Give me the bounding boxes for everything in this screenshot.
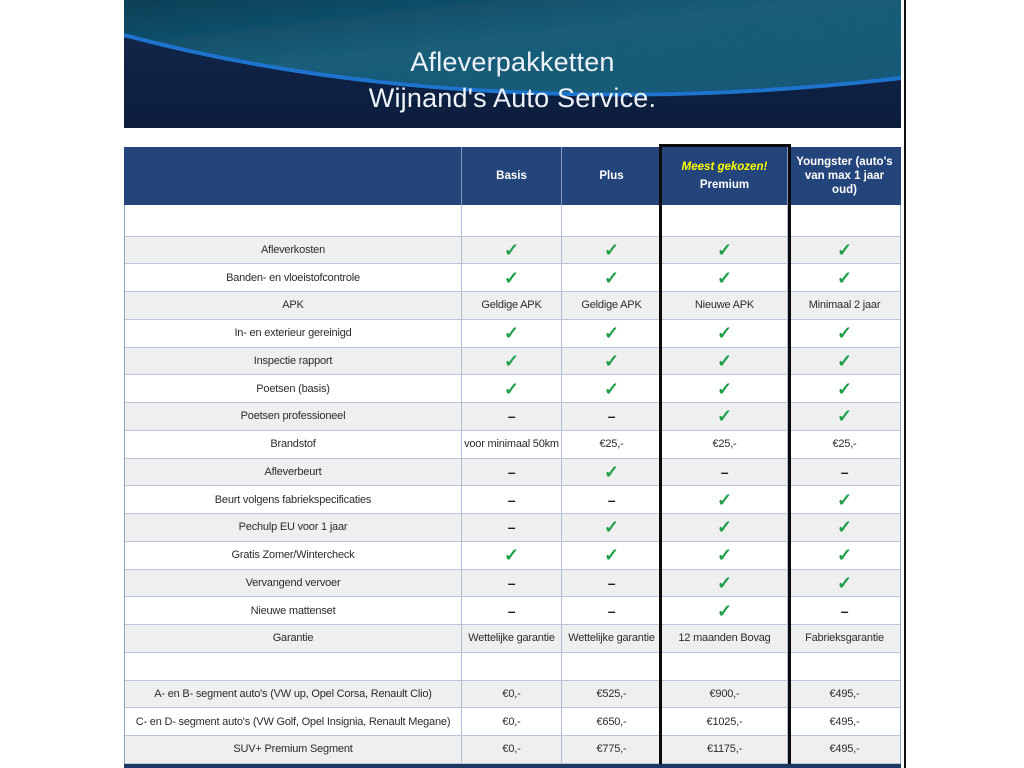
check-icon: ✓: [504, 239, 519, 260]
table-row-empty: [125, 205, 900, 237]
cell-included: [662, 514, 788, 541]
row-label: Brandstof: [125, 431, 462, 458]
cell-not-included: [662, 459, 788, 486]
cell-text: €775,-: [562, 736, 662, 763]
page-title-line1: Afleverpakketten: [410, 47, 615, 77]
cell-not-included: [562, 570, 662, 597]
row-label: Gratis Zomer/Wintercheck: [125, 542, 462, 569]
cell-not-included: [562, 486, 662, 513]
check-icon: ✓: [604, 378, 619, 399]
check-icon: ✓: [717, 600, 732, 621]
cell-not-included: [462, 486, 562, 513]
cell-included: [662, 403, 788, 430]
check-icon: ✓: [604, 545, 619, 566]
cell-text: voor minimaal 50km: [462, 431, 562, 458]
cell-text: Minimaal 2 jaar: [808, 299, 881, 312]
check-icon: ✓: [837, 545, 852, 566]
cell-included: [562, 264, 662, 291]
row-label: In- en exterieur gereinigd: [125, 320, 462, 347]
dash-icon: –: [507, 463, 516, 480]
cell-included: [788, 237, 901, 264]
row-label: Banden- en vloeistofcontrole: [125, 264, 462, 291]
dash-icon: –: [507, 408, 516, 425]
check-icon: ✓: [717, 406, 732, 427]
row-label: SUV+ Premium Segment: [125, 736, 462, 763]
cell-included: [662, 570, 788, 597]
table-row: [125, 264, 900, 292]
cell-not-included: [462, 403, 562, 430]
table-row: [125, 486, 900, 514]
cell-included: [788, 486, 901, 513]
cell-included: [788, 542, 901, 569]
cell-included: [788, 348, 901, 375]
table-row: [125, 237, 900, 265]
check-icon: ✓: [717, 545, 732, 566]
cell-included: [562, 320, 662, 347]
cell-not-included: [462, 570, 562, 597]
check-icon: ✓: [504, 323, 519, 344]
table-row: [125, 736, 900, 764]
table-header-row: [124, 147, 901, 205]
cell-included: [462, 320, 562, 347]
check-icon: ✓: [837, 350, 852, 371]
row-label: Vervangend vervoer: [125, 570, 462, 597]
cell-text: Fabrieksgarantie: [805, 632, 884, 645]
check-icon: ✓: [717, 378, 732, 399]
cell-included: [662, 597, 788, 624]
cell-text: Wettelijke garantie: [562, 625, 662, 652]
page-title: [124, 44, 901, 116]
cell-text: €1175,-: [662, 736, 788, 763]
cell-text: Geldige APK: [562, 292, 662, 319]
header-cell-plus: Plus: [562, 147, 662, 205]
dash-icon: –: [840, 463, 849, 480]
check-icon: ✓: [604, 461, 619, 482]
table-row: [125, 459, 900, 487]
cell-included: [462, 375, 562, 402]
row-label: Inspectie rapport: [125, 348, 462, 375]
dash-icon: –: [607, 574, 616, 591]
check-icon: ✓: [504, 545, 519, 566]
cell-included: [662, 542, 788, 569]
cell-not-included: [788, 459, 901, 486]
cell-included: [562, 375, 662, 402]
check-icon: ✓: [504, 378, 519, 399]
check-icon: ✓: [717, 350, 732, 371]
cell-included: [462, 237, 562, 264]
check-icon: ✓: [837, 572, 852, 593]
row-label: Garantie: [125, 625, 462, 652]
cell-not-included: [462, 597, 562, 624]
cell-included: [462, 542, 562, 569]
page-edge-line: [904, 0, 906, 768]
cell-included: [662, 264, 788, 291]
table-row: [125, 597, 900, 625]
cell-included: [662, 486, 788, 513]
dash-icon: –: [607, 602, 616, 619]
row-label: Beurt volgens fabriekspecificaties: [125, 486, 462, 513]
check-icon: ✓: [837, 489, 852, 510]
cell-text: €1025,-: [662, 708, 788, 735]
check-icon: ✓: [717, 489, 732, 510]
check-icon: ✓: [604, 267, 619, 288]
check-icon: ✓: [504, 350, 519, 371]
cell-empty: [462, 205, 562, 236]
check-icon: ✓: [717, 572, 732, 593]
cell-included: [662, 375, 788, 402]
cell-empty: [662, 205, 788, 236]
cell-included: [788, 514, 901, 541]
check-icon: ✓: [837, 406, 852, 427]
cell-text: 12 maanden Bovag: [662, 625, 788, 652]
table-row: [125, 570, 900, 598]
cell-text: €900,-: [662, 681, 788, 708]
dash-icon: –: [607, 491, 616, 508]
cell-included: [662, 237, 788, 264]
cell-included: [788, 320, 901, 347]
cell-included: [462, 348, 562, 375]
premium-label: Premium: [699, 179, 750, 191]
cell-included: [562, 348, 662, 375]
dash-icon: –: [720, 463, 729, 480]
cell-included: [788, 375, 901, 402]
cell-text: Nieuwe APK: [662, 292, 788, 319]
row-label: Pechulp EU voor 1 jaar: [125, 514, 462, 541]
cell-included: [662, 348, 788, 375]
table-row: [125, 708, 900, 736]
check-icon: ✓: [837, 323, 852, 344]
cell-empty: [462, 653, 562, 680]
row-label: Nieuwe mattenset: [125, 597, 462, 624]
cell-not-included: [562, 597, 662, 624]
table-row: [125, 431, 900, 459]
table-row: [125, 542, 900, 570]
check-icon: ✓: [837, 267, 852, 288]
row-label: A- en B- segment auto's (VW up, Opel Corsa, Renault Clio): [125, 681, 462, 708]
cell-text: €495,-: [829, 687, 860, 700]
dash-icon: –: [507, 574, 516, 591]
cell-text: €0,-: [462, 736, 562, 763]
cell-text: Wettelijke garantie: [462, 625, 562, 652]
table-row: [125, 403, 900, 431]
cell-not-included: [462, 514, 562, 541]
cell-text: €495,-: [829, 743, 860, 756]
table-row: [125, 320, 900, 348]
cell-text: €495,-: [829, 715, 860, 728]
row-label: [125, 653, 462, 680]
check-icon: ✓: [604, 350, 619, 371]
cell-text: €25,-: [832, 438, 857, 451]
check-icon: ✓: [717, 517, 732, 538]
cell-included: [562, 459, 662, 486]
table-row-empty: [125, 653, 900, 681]
bottom-bar: [124, 764, 901, 768]
cell-empty: [562, 653, 662, 680]
page-title-line2: Wijnand's Auto Service.: [368, 83, 657, 113]
check-icon: ✓: [837, 239, 852, 260]
cell-included: [788, 264, 901, 291]
cell-included: [662, 320, 788, 347]
cell-empty: [662, 653, 788, 680]
table-row: [125, 292, 900, 320]
row-label: C- en D- segment auto's (VW Golf, Opel Insignia, Renault Megane): [125, 708, 462, 735]
cell-included: [562, 237, 662, 264]
check-icon: ✓: [604, 323, 619, 344]
cell-text: €525,-: [562, 681, 662, 708]
dash-icon: –: [607, 408, 616, 425]
dash-icon: –: [507, 491, 516, 508]
check-icon: ✓: [837, 378, 852, 399]
check-icon: ✓: [604, 239, 619, 260]
cell-included: [462, 264, 562, 291]
banner: [124, 0, 901, 128]
check-icon: ✓: [717, 323, 732, 344]
cell-included: [788, 403, 901, 430]
table-row: [125, 348, 900, 376]
row-label: Poetsen professioneel: [125, 403, 462, 430]
check-icon: ✓: [717, 239, 732, 260]
cell-not-included: [788, 597, 901, 624]
table-row: [125, 625, 900, 653]
cell-not-included: [462, 459, 562, 486]
table-row: [125, 514, 900, 542]
header-cell-premium: [662, 147, 788, 205]
cell-included: [562, 542, 662, 569]
dash-icon: –: [840, 602, 849, 619]
header-cell-label: [124, 147, 462, 205]
cell-empty: [788, 653, 901, 680]
check-icon: ✓: [604, 517, 619, 538]
header-cell-youngster: Youngster (auto's van max 1 jaar oud): [796, 156, 893, 196]
cell-text: €0,-: [462, 708, 562, 735]
table-row: [125, 375, 900, 403]
table-row: [125, 681, 900, 709]
check-icon: ✓: [504, 267, 519, 288]
cell-text: €650,-: [562, 708, 662, 735]
row-label: Poetsen (basis): [125, 375, 462, 402]
row-label: [125, 205, 462, 236]
dash-icon: –: [507, 602, 516, 619]
cell-included: [562, 514, 662, 541]
row-label: Afleverkosten: [125, 237, 462, 264]
check-icon: ✓: [837, 517, 852, 538]
cell-text: €25,-: [562, 431, 662, 458]
most-chosen-badge: Meest gekozen!: [681, 161, 768, 173]
cell-text: €25,-: [662, 431, 788, 458]
cell-included: [788, 570, 901, 597]
cell-empty: [562, 205, 662, 236]
packages-table: [124, 147, 901, 764]
cell-empty: [788, 205, 901, 236]
table-body: [124, 205, 901, 764]
check-icon: ✓: [717, 267, 732, 288]
cell-not-included: [562, 403, 662, 430]
row-label: Afleverbeurt: [125, 459, 462, 486]
dash-icon: –: [507, 519, 516, 536]
row-label: APK: [125, 292, 462, 319]
header-cell-basis: Basis: [462, 147, 562, 205]
cell-text: €0,-: [462, 681, 562, 708]
cell-text: Geldige APK: [462, 292, 562, 319]
